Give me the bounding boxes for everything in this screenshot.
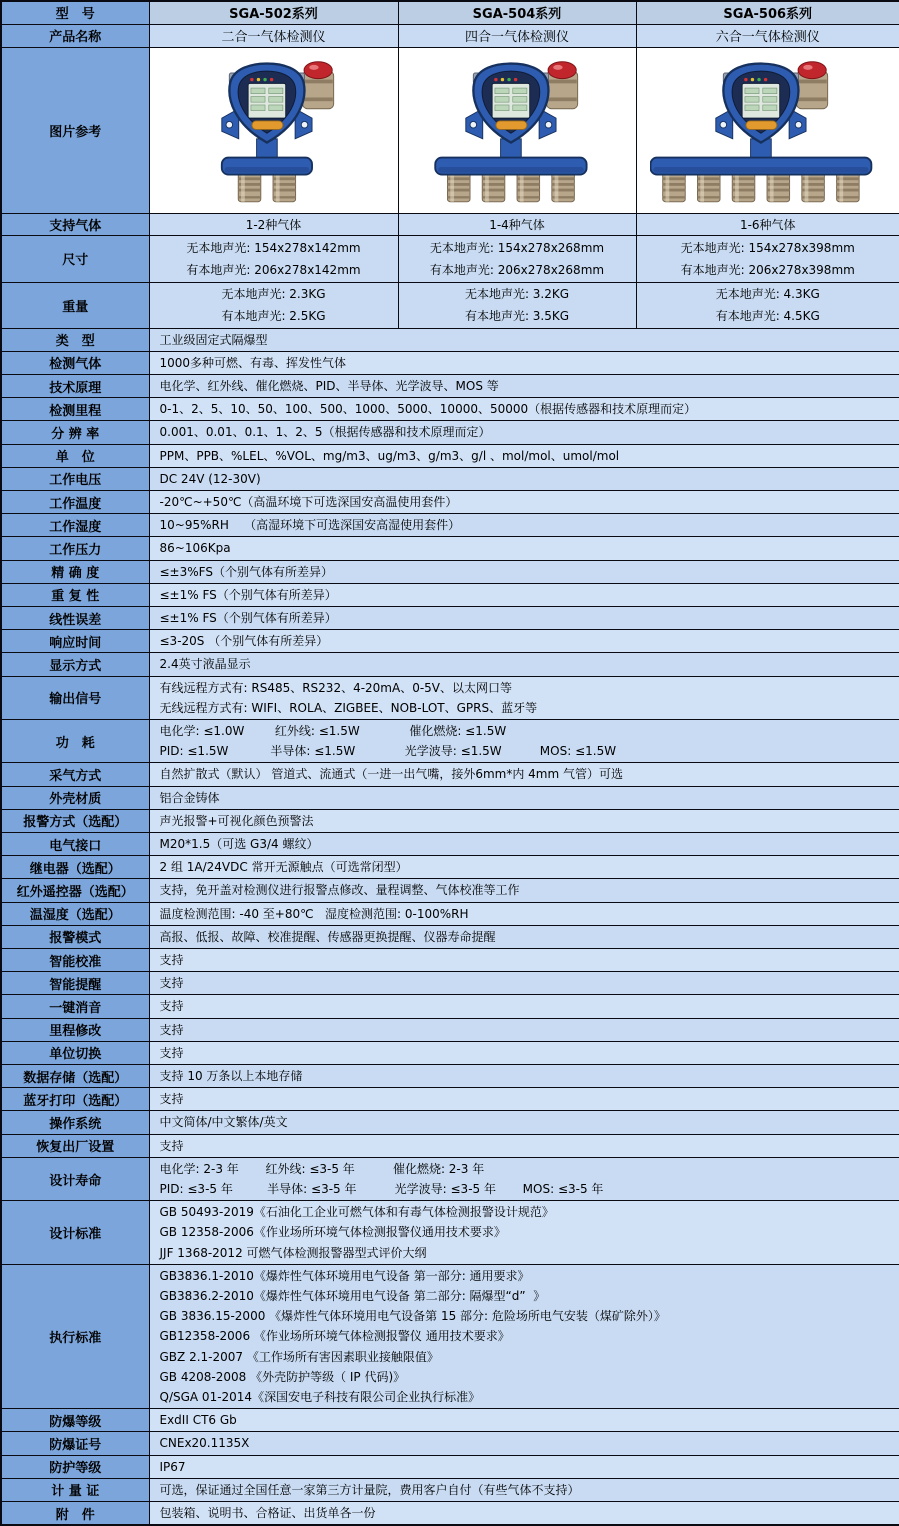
row-label: 单 位 (1, 444, 149, 467)
dimensions-1 (149, 235, 398, 282)
spec-value-line: 支持 (160, 1136, 890, 1156)
row-label: 重 复 性 (1, 583, 149, 606)
spec-value-line: GB12358-2006 《作业场所环境气体检测报警仪 通用技术要求》 (160, 1326, 890, 1346)
row-label-product-name: 产品名称 (1, 24, 149, 47)
table-row (1, 653, 899, 676)
table-row (1, 1478, 899, 1501)
row-label: 分 辨 率 (1, 421, 149, 444)
model-name-sga502: SGA-502系列 (149, 1, 398, 24)
table-row (1, 995, 899, 1018)
spec-value-line: 高报、低报、故障、校准提醒、传感器更换提醒、仪器寿命提醒 (160, 927, 890, 947)
row-label: 检测里程 (1, 398, 149, 421)
image-reference-row (1, 47, 899, 213)
row-label-dimensions: 尺寸 (1, 235, 149, 282)
spec-value-cell (149, 786, 899, 809)
spec-value-line: 支持 (160, 1020, 890, 1040)
spec-value-cell (149, 763, 899, 786)
table-row (1, 490, 899, 513)
spec-value-cell (149, 467, 899, 490)
spec-value-line: 支持 (160, 973, 890, 993)
spec-value-cell (149, 1478, 899, 1501)
row-label: 温湿度（选配） (1, 902, 149, 925)
table-row (1, 583, 899, 606)
row-label: 报警方式（选配） (1, 809, 149, 832)
table-row (1, 832, 899, 855)
spec-value-line: 支持 (160, 996, 890, 1016)
row-label: 设计标准 (1, 1201, 149, 1265)
table-row (1, 925, 899, 948)
product-name-2: 四合一气体检测仪 (398, 24, 636, 47)
model-name-sga506: SGA-506系列 (636, 1, 899, 24)
spec-value-line: PPM、PPB、%LEL、%VOL、mg/m3、ug/m3、g/m3、g/l 、mol/mol、umol/mol (160, 446, 890, 466)
spec-value-cell (149, 328, 899, 351)
spec-value-cell (149, 374, 899, 397)
weight-line: 无本地声光: 4.3KG (637, 283, 899, 305)
spec-value-line: GB 12358-2006《作业场所环境气体检测报警仪通用技术要求》 (160, 1222, 890, 1242)
image-cell-sga502 (149, 47, 398, 213)
weight-line: 有本地声光: 3.5KG (399, 305, 636, 327)
weight-1 (149, 282, 398, 328)
spec-value-line: 2 组 1A/24VDC 常开无源触点（可选常闭型） (160, 857, 890, 877)
dimension-line: 无本地声光: 154x278x142mm (150, 237, 398, 259)
table-row (1, 1201, 899, 1265)
row-label: 检测气体 (1, 351, 149, 374)
table-row (1, 948, 899, 971)
spec-value-line: ExdII CT6 Gb (160, 1410, 890, 1430)
row-label: 一键消音 (1, 995, 149, 1018)
row-label: 里程修改 (1, 1018, 149, 1041)
row-label: 数据存储（选配） (1, 1065, 149, 1088)
spec-value-line: ≤±1% FS（个别气体有所差异） (160, 585, 890, 605)
dimension-line: 有本地声光: 206x278x142mm (150, 259, 398, 281)
gases-1: 1-2种气体 (149, 213, 398, 235)
model-header-row (1, 1, 899, 24)
spec-value-line: PID: ≤3-5 年 半导体: ≤3-5 年 光学波导: ≤3-5 年 MOS: ≤3-5 年 (160, 1179, 890, 1199)
table-row (1, 809, 899, 832)
table-row (1, 606, 899, 629)
spec-value-line: 支持 10 万条以上本地存储 (160, 1066, 890, 1086)
spec-value-cell (149, 1201, 899, 1265)
spec-value-cell (149, 1041, 899, 1064)
row-label: 工作压力 (1, 537, 149, 560)
spec-value-line: 自然扩散式（默认） 管道式、流通式（一进一出气嘴，接外6mm*内 4mm 气管）可选 (160, 764, 890, 784)
row-label: 输出信号 (1, 676, 149, 719)
spec-value-cell (149, 925, 899, 948)
row-label: 执行标准 (1, 1264, 149, 1408)
spec-value-line: ≤3-20S （个别气体有所差异） (160, 631, 890, 651)
row-label: 功 耗 (1, 719, 149, 762)
table-row (1, 444, 899, 467)
table-row (1, 351, 899, 374)
dimensions-2 (398, 235, 636, 282)
spec-value-line: 支持 (160, 950, 890, 970)
spec-value-line: JJF 1368-2012 可燃气体检测报警器型式评价大纲 (160, 1243, 890, 1263)
row-label-image: 图片参考 (1, 47, 149, 213)
row-label: 恢复出厂设置 (1, 1134, 149, 1157)
spec-value-line: GB 3836.15-2000 《爆炸性气体环境用电气设备第 15 部分: 危险场所电气安装（煤矿除外）》 (160, 1306, 890, 1326)
spec-value-line: 86~106Kpa (160, 538, 890, 558)
spec-value-line: GB 4208-2008 《外壳防护等级（ IP 代码)》 (160, 1367, 890, 1387)
spec-value-line: CNEx20.1135X (160, 1433, 890, 1453)
spec-value-line: GB3836.1-2010《爆炸性气体环境用电气设备 第一部分: 通用要求》 (160, 1266, 890, 1286)
spec-value-cell (149, 832, 899, 855)
row-label-model: 型 号 (1, 1, 149, 24)
row-label: 响应时间 (1, 630, 149, 653)
supported-gases-row (1, 213, 899, 235)
spec-value-cell (149, 398, 899, 421)
row-label: 红外遥控器（选配） (1, 879, 149, 902)
spec-value-line: 0-1、2、5、10、50、100、500、1000、5000、10000、50000（根据传感器和技术原理而定） (160, 399, 890, 419)
row-label: 防爆证号 (1, 1432, 149, 1455)
row-label: 智能校准 (1, 948, 149, 971)
table-row (1, 560, 899, 583)
dimension-line: 有本地声光: 206x278x398mm (637, 259, 899, 281)
spec-value-cell (149, 1455, 899, 1478)
table-row (1, 856, 899, 879)
table-row (1, 1065, 899, 1088)
table-row (1, 1455, 899, 1478)
spec-value-line: ≤±3%FS（个别气体有所差异） (160, 562, 890, 582)
spec-value-cell (149, 879, 899, 902)
spec-value-line: Q/SGA 01-2014《深国安电子科技有限公司企业执行标准》 (160, 1387, 890, 1407)
spec-value-cell (149, 583, 899, 606)
spec-value-cell (149, 421, 899, 444)
table-row (1, 514, 899, 537)
row-label: 计 量 证 (1, 1478, 149, 1501)
spec-value-cell (149, 1157, 899, 1200)
row-label: 操作系统 (1, 1111, 149, 1134)
spec-value-cell (149, 1111, 899, 1134)
spec-value-line: 电化学: ≤1.0W 红外线: ≤1.5W 催化燃烧: ≤1.5W (160, 721, 890, 741)
row-label: 智能提醒 (1, 972, 149, 995)
dimension-line: 有本地声光: 206x278x268mm (399, 259, 636, 281)
weight-2 (398, 282, 636, 328)
row-label: 电气接口 (1, 832, 149, 855)
spec-value-cell (149, 606, 899, 629)
row-label: 工作电压 (1, 467, 149, 490)
spec-value-cell (149, 1088, 899, 1111)
spec-value-line: 2.4英寸液晶显示 (160, 654, 890, 674)
spec-value-line: PID: ≤1.5W 半导体: ≤1.5W 光学波导: ≤1.5W MOS: ≤1.5W (160, 741, 890, 761)
spec-value-line: 电化学: 2-3 年 红外线: ≤3-5 年 催化燃烧: 2-3 年 (160, 1159, 890, 1179)
row-label: 设计寿命 (1, 1157, 149, 1200)
spec-value-line: 1000多种可燃、有毒、挥发性气体 (160, 353, 890, 373)
table-row (1, 879, 899, 902)
row-label: 单位切换 (1, 1041, 149, 1064)
spec-value-cell (149, 1432, 899, 1455)
spec-value-cell (149, 653, 899, 676)
table-row (1, 630, 899, 653)
gases-3: 1-6种气体 (636, 213, 899, 235)
table-row (1, 467, 899, 490)
product-name-row (1, 24, 899, 47)
spec-value-line: 声光报警+可视化颜色预警法 (160, 811, 890, 831)
table-row (1, 786, 899, 809)
table-row (1, 421, 899, 444)
spec-value-line: ≤±1% FS（个别气体有所差异） (160, 608, 890, 628)
spec-value-line: 电化学、红外线、催化燃烧、PID、半导体、光学波导、MOS 等 (160, 376, 890, 396)
dimensions-row (1, 235, 899, 282)
spec-value-cell (149, 444, 899, 467)
spec-value-line: 无线远程方式有: WIFI、ROLA、ZIGBEE、NOB-LOT、GPRS、蓝牙等 (160, 698, 890, 718)
row-label: 继电器（选配） (1, 856, 149, 879)
spec-value-line: GB 50493-2019《石油化工企业可燃气体和有毒气体检测报警设计规范》 (160, 1202, 890, 1222)
table-row (1, 1088, 899, 1111)
image-cell-sga506 (636, 47, 899, 213)
spec-value-line: 支持 (160, 1043, 890, 1063)
spec-value-cell (149, 719, 899, 762)
table-row (1, 1041, 899, 1064)
spec-value-cell (149, 1134, 899, 1157)
row-label: 外壳材质 (1, 786, 149, 809)
spec-value-line: 铝合金铸体 (160, 788, 890, 808)
weight-line: 有本地声光: 2.5KG (150, 305, 398, 327)
row-label: 线性误差 (1, 606, 149, 629)
table-row (1, 1018, 899, 1041)
row-label: 工作温度 (1, 490, 149, 513)
weight-line: 有本地声光: 4.5KG (637, 305, 899, 327)
spec-value-cell (149, 809, 899, 832)
row-label: 防爆等级 (1, 1409, 149, 1432)
table-row (1, 1409, 899, 1432)
model-name-sga504: SGA-504系列 (398, 1, 636, 24)
spec-value-cell (149, 560, 899, 583)
spec-value-cell (149, 995, 899, 1018)
row-label: 防护等级 (1, 1455, 149, 1478)
spec-value-cell (149, 1264, 899, 1408)
gas-detector-image-2-sensors (156, 48, 391, 208)
table-row (1, 719, 899, 762)
spec-value-cell (149, 537, 899, 560)
spec-value-line: 10~95%RH （高湿环境下可选深国安高湿使用套件） (160, 515, 890, 535)
spec-value-line: 有线远程方式有: RS485、RS232、4-20mA、0-5V、以太网口等 (160, 678, 890, 698)
table-row (1, 328, 899, 351)
spec-value-cell (149, 630, 899, 653)
weight-3 (636, 282, 899, 328)
gases-2: 1-4种气体 (398, 213, 636, 235)
row-label: 工作湿度 (1, 514, 149, 537)
spec-value-cell (149, 1409, 899, 1432)
spec-value-line: DC 24V (12-30V) (160, 469, 890, 489)
spec-value-line: 中文简体/中文繁体/英文 (160, 1112, 890, 1132)
table-row (1, 1157, 899, 1200)
spec-value-line: M20*1.5（可选 G3/4 螺纹） (160, 834, 890, 854)
spec-value-cell (149, 856, 899, 879)
spec-value-line: 可选，保证通过全国任意一家第三方计量院，费用客户自付（有些气体不支持） (160, 1480, 890, 1500)
dimension-line: 无本地声光: 154x278x268mm (399, 237, 636, 259)
table-row (1, 1502, 899, 1526)
table-row (1, 902, 899, 925)
spec-rows-body (1, 328, 899, 1525)
row-label-weight: 重量 (1, 282, 149, 328)
spec-value-line: IP67 (160, 1457, 890, 1477)
row-label: 采气方式 (1, 763, 149, 786)
spec-value-line: GB3836.2-2010《爆炸性气体环境用电气设备 第二部分: 隔爆型“d” 》 (160, 1286, 890, 1306)
table-row (1, 972, 899, 995)
table-row (1, 398, 899, 421)
row-label: 报警模式 (1, 925, 149, 948)
weight-row (1, 282, 899, 328)
row-label: 显示方式 (1, 653, 149, 676)
spec-value-cell (149, 1065, 899, 1088)
table-row (1, 537, 899, 560)
row-label: 技术原理 (1, 374, 149, 397)
spec-value-line: 支持，免开盖对检测仪进行报警点修改、量程调整、气体校准等工作 (160, 880, 890, 900)
gas-detector-image-6-sensors (650, 48, 885, 208)
spec-value-cell (149, 902, 899, 925)
weight-line: 无本地声光: 3.2KG (399, 283, 636, 305)
spec-value-cell (149, 1502, 899, 1526)
spec-value-line: -20℃~+50℃（高温环境下可选深国安高温使用套件） (160, 492, 890, 512)
spec-value-cell (149, 1018, 899, 1041)
row-label: 精 确 度 (1, 560, 149, 583)
table-row (1, 374, 899, 397)
row-label-gases: 支持气体 (1, 213, 149, 235)
table-row (1, 1432, 899, 1455)
spec-value-cell (149, 972, 899, 995)
row-label: 蓝牙打印（选配） (1, 1088, 149, 1111)
dimension-line: 无本地声光: 154x278x398mm (637, 237, 899, 259)
spec-value-line: GBZ 2.1-2007 《工作场所有害因素职业接触限值》 (160, 1347, 890, 1367)
spec-value-line: 0.001、0.01、0.1、1、2、5（根据传感器和技术原理而定） (160, 422, 890, 442)
table-row (1, 1134, 899, 1157)
spec-value-line: 温度检测范围: -40 至+80℃ 湿度检测范围: 0-100%RH (160, 904, 890, 924)
spec-value-cell (149, 351, 899, 374)
table-row (1, 1264, 899, 1408)
spec-value-line: 包装箱、说明书、合格证、出货单各一份 (160, 1503, 890, 1523)
product-name-3: 六合一气体检测仪 (636, 24, 899, 47)
gas-detector-image-4-sensors (400, 48, 635, 208)
spec-value-cell (149, 676, 899, 719)
weight-line: 无本地声光: 2.3KG (150, 283, 398, 305)
table-row (1, 676, 899, 719)
product-name-1: 二合一气体检测仪 (149, 24, 398, 47)
spec-value-line: 支持 (160, 1089, 890, 1109)
table-row (1, 763, 899, 786)
row-label: 类 型 (1, 328, 149, 351)
table-row (1, 1111, 899, 1134)
spec-value-cell (149, 514, 899, 537)
spec-value-cell (149, 948, 899, 971)
dimensions-3 (636, 235, 899, 282)
image-cell-sga504 (398, 47, 636, 213)
spec-value-cell (149, 490, 899, 513)
spec-value-line: 工业级固定式隔爆型 (160, 330, 890, 350)
row-label: 附 件 (1, 1502, 149, 1526)
